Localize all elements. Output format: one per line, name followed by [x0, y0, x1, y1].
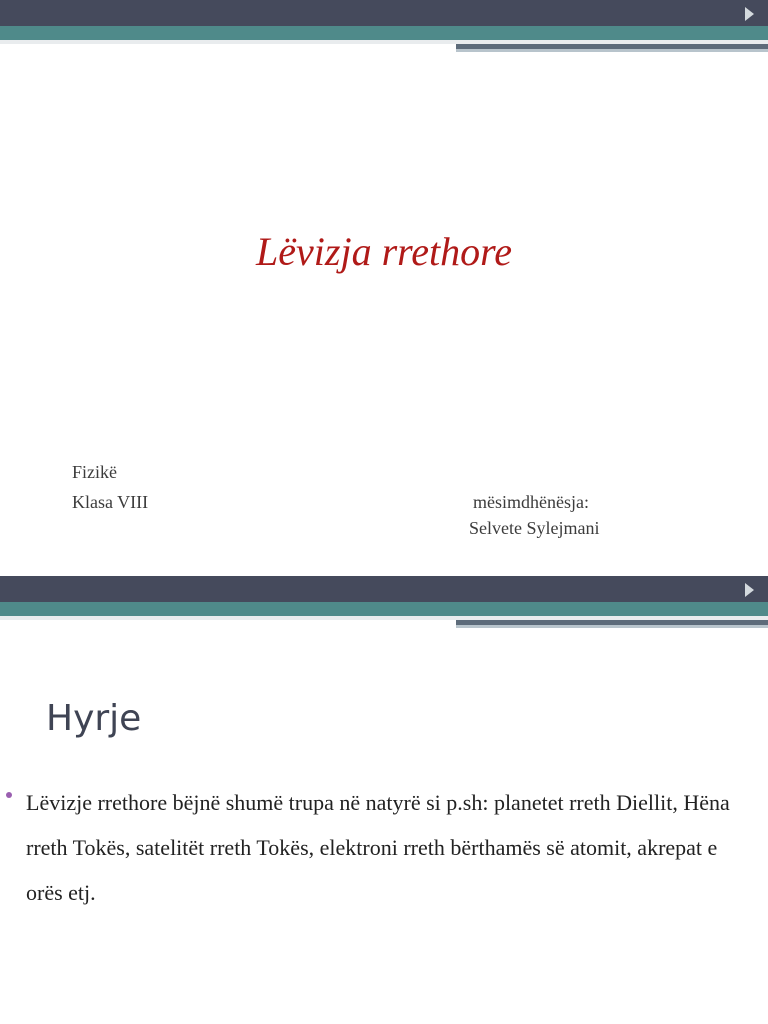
bullet-item	[6, 780, 746, 915]
teacher-role-label: mësimdhënësja:	[473, 492, 589, 512]
band-teal-stripe	[0, 602, 768, 616]
section-title: Hyrje	[46, 698, 142, 739]
slide-title: Lëvizja rrethore	[256, 229, 512, 274]
header-band	[0, 0, 768, 56]
subject-label: Fizikë	[72, 462, 117, 482]
band-dark-stripe	[0, 0, 768, 26]
band-thin-stripe	[456, 49, 768, 52]
band-teal-stripe	[0, 26, 768, 40]
slide-2	[0, 576, 768, 1024]
bullet-text: Lëvizje rrethore bëjnë shumë trupa në natyrë si p.sh: planetet rreth Diellit, Hëna rreth Tokës, satelitët rreth Tokës, elektroni rreth bërthamës së atomit, akrepat e orës etj.	[26, 790, 730, 905]
bullet-dot-icon	[6, 792, 12, 798]
teacher-name: Selvete Sylejmani	[469, 518, 600, 538]
grade-label: Klasa VIII	[72, 492, 149, 512]
triangle-arrow-icon	[745, 7, 754, 21]
header-band	[0, 576, 768, 632]
triangle-arrow-icon	[745, 583, 754, 597]
band-thin-stripe	[456, 625, 768, 628]
band-dark-stripe	[0, 576, 768, 602]
